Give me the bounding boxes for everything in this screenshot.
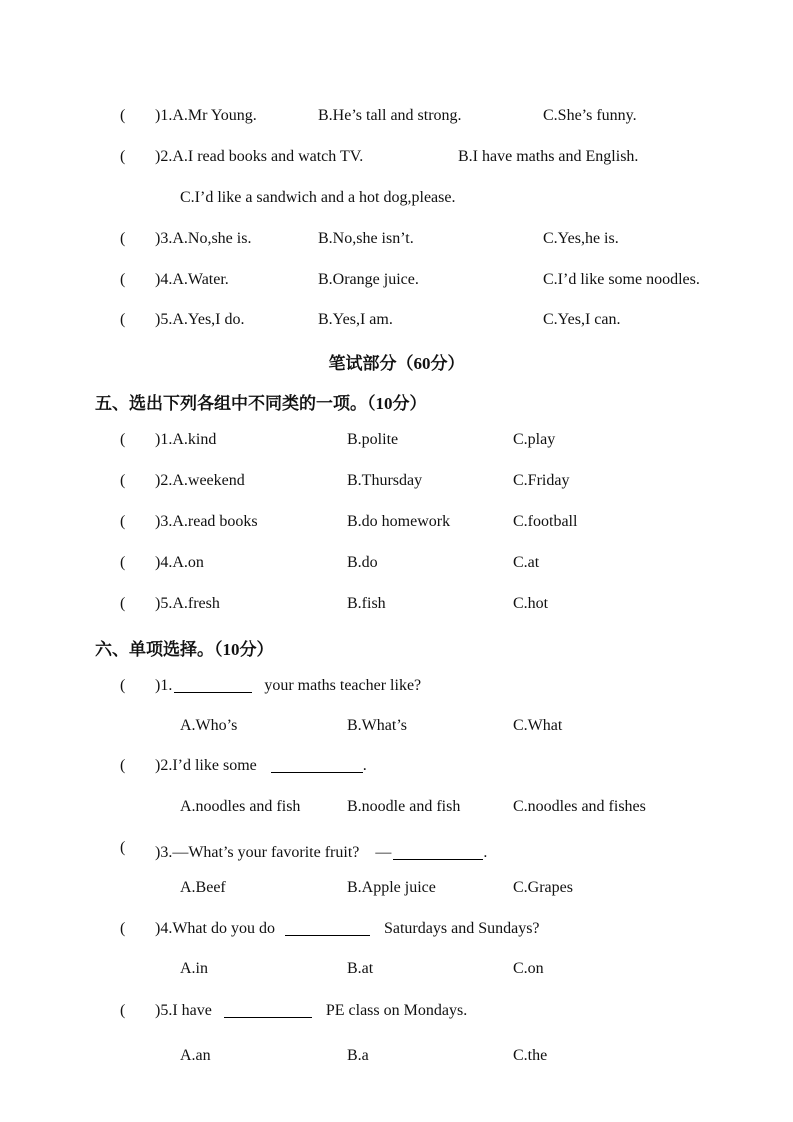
option-b-text: B.do homework	[347, 513, 451, 530]
question-row	[0, 513, 793, 535]
option-c-text: C.football	[513, 513, 578, 530]
answer-paren: (	[120, 148, 126, 165]
question-post: .	[483, 844, 488, 861]
blank-line	[393, 859, 483, 860]
blank-line	[271, 772, 363, 773]
question-text	[155, 677, 421, 695]
option-a-text: )3.A.No,she is.	[155, 230, 252, 247]
question-row	[0, 677, 793, 699]
option-b-text: B.a	[347, 1047, 369, 1064]
question-pre: )5.I have	[155, 1002, 212, 1019]
option-c-text: C.Grapes	[513, 879, 573, 896]
option-c-text: C.Friday	[513, 472, 570, 489]
answer-paren: (	[120, 311, 126, 328]
option-a-text: A.Beef	[180, 879, 226, 896]
option-a-text: )5.A.Yes,I do.	[155, 311, 245, 328]
answer-row	[0, 311, 793, 333]
option-b-text: B.Orange juice.	[318, 271, 419, 288]
option-b-text: B.do	[347, 554, 378, 571]
written-section-header: 笔试部分（60分）	[328, 354, 465, 373]
question-text	[155, 839, 487, 862]
answer-paren: (	[120, 595, 126, 612]
question-text	[155, 757, 367, 775]
option-c-text: C.She’s funny.	[543, 107, 637, 124]
option-row	[0, 960, 793, 982]
answer-paren: (	[120, 757, 126, 774]
question-text	[155, 1002, 467, 1020]
question-post: .	[362, 757, 367, 774]
question-row	[0, 472, 793, 494]
option-a-text: )1.A.Mr Young.	[155, 107, 257, 124]
option-b-text: B.noodle and fish	[347, 798, 461, 815]
option-c-text: C.I’d like a sandwich and a hot dog,please.	[180, 189, 456, 206]
option-c-text: C.noodles and fishes	[513, 798, 646, 815]
option-row	[0, 717, 793, 739]
option-c-text: C.on	[513, 960, 544, 977]
answer-paren: (	[120, 839, 126, 856]
option-b-text: B.at	[347, 960, 374, 977]
question-pre: )1.	[155, 677, 173, 694]
option-a-text: )5.A.fresh	[155, 595, 220, 612]
question-post: PE class on Mondays.	[325, 1002, 468, 1019]
option-c-text: C.I’d like some noodles.	[543, 271, 700, 288]
option-a-text: A.Who’s	[180, 717, 238, 734]
answer-paren: (	[120, 271, 126, 288]
blank-line	[285, 935, 370, 936]
question-pre: )2.I’d like some	[155, 757, 257, 774]
section5-title: 五、选出下列各组中不同类的一项。（10分）	[95, 394, 427, 413]
option-a-text: )2.A.weekend	[155, 472, 245, 489]
option-b-text: B.I have maths and English.	[458, 148, 639, 165]
answer-paren: (	[120, 431, 126, 448]
option-b-text: B.He’s tall and strong.	[318, 107, 462, 124]
option-row	[0, 879, 793, 901]
question-row	[0, 554, 793, 576]
option-row	[0, 798, 793, 820]
option-a-text: )4.A.on	[155, 554, 204, 571]
option-a-text: )3.A.read books	[155, 513, 258, 530]
option-a-text: A.an	[180, 1047, 211, 1064]
option-c-text: C.What	[513, 717, 563, 734]
answer-row	[0, 271, 793, 293]
question-row	[0, 920, 793, 942]
question-text	[155, 920, 540, 938]
option-c-text: C.Yes,I can.	[543, 311, 621, 328]
question-row	[0, 1002, 793, 1024]
blank-line	[174, 692, 252, 693]
question-row	[0, 595, 793, 617]
option-b-text: B.polite	[347, 431, 399, 448]
option-b-text: B.Yes,I am.	[318, 311, 393, 328]
option-b-text: B.Apple juice	[347, 879, 436, 896]
question-row	[0, 839, 793, 861]
option-a-text: )2.A.I read books and watch TV.	[155, 148, 364, 165]
answer-paren: (	[120, 472, 126, 489]
answer-row	[0, 107, 793, 129]
question-pre: )4.What do you do	[155, 920, 275, 937]
option-row	[0, 1047, 793, 1069]
question-row	[0, 431, 793, 453]
answer-paren: (	[120, 920, 126, 937]
question-post: your maths teacher like?	[264, 677, 422, 694]
option-c-text: C.the	[513, 1047, 548, 1064]
option-c-text: C.hot	[513, 595, 549, 612]
answer-paren: (	[120, 677, 126, 694]
answer-paren: (	[120, 230, 126, 247]
answer-row	[0, 230, 793, 252]
option-b-text: B.What’s	[347, 717, 407, 734]
question-pre: )3.—What’s your favorite fruit? —	[155, 844, 392, 861]
option-a-text: A.noodles and fish	[180, 798, 301, 815]
option-b-text: B.fish	[347, 595, 386, 612]
answer-paren: (	[120, 513, 126, 530]
option-c-text: C.at	[513, 554, 540, 571]
answer-row-continuation	[0, 189, 793, 211]
option-a-text: A.in	[180, 960, 208, 977]
option-b-text: B.Thursday	[347, 472, 423, 489]
section6-title: 六、单项选择。（10分）	[95, 640, 274, 659]
option-a-text: )1.A.kind	[155, 431, 217, 448]
answer-paren: (	[120, 1002, 126, 1019]
option-c-text: C.play	[513, 431, 556, 448]
question-row	[0, 757, 793, 779]
option-b-text: B.No,she isn’t.	[318, 230, 414, 247]
blank-line	[224, 1017, 312, 1018]
option-c-text: C.Yes,he is.	[543, 230, 619, 247]
answer-row	[0, 148, 793, 170]
answer-paren: (	[120, 554, 126, 571]
question-post: Saturdays and Sundays?	[383, 920, 540, 937]
answer-paren: (	[120, 107, 126, 124]
option-a-text: )4.A.Water.	[155, 271, 229, 288]
